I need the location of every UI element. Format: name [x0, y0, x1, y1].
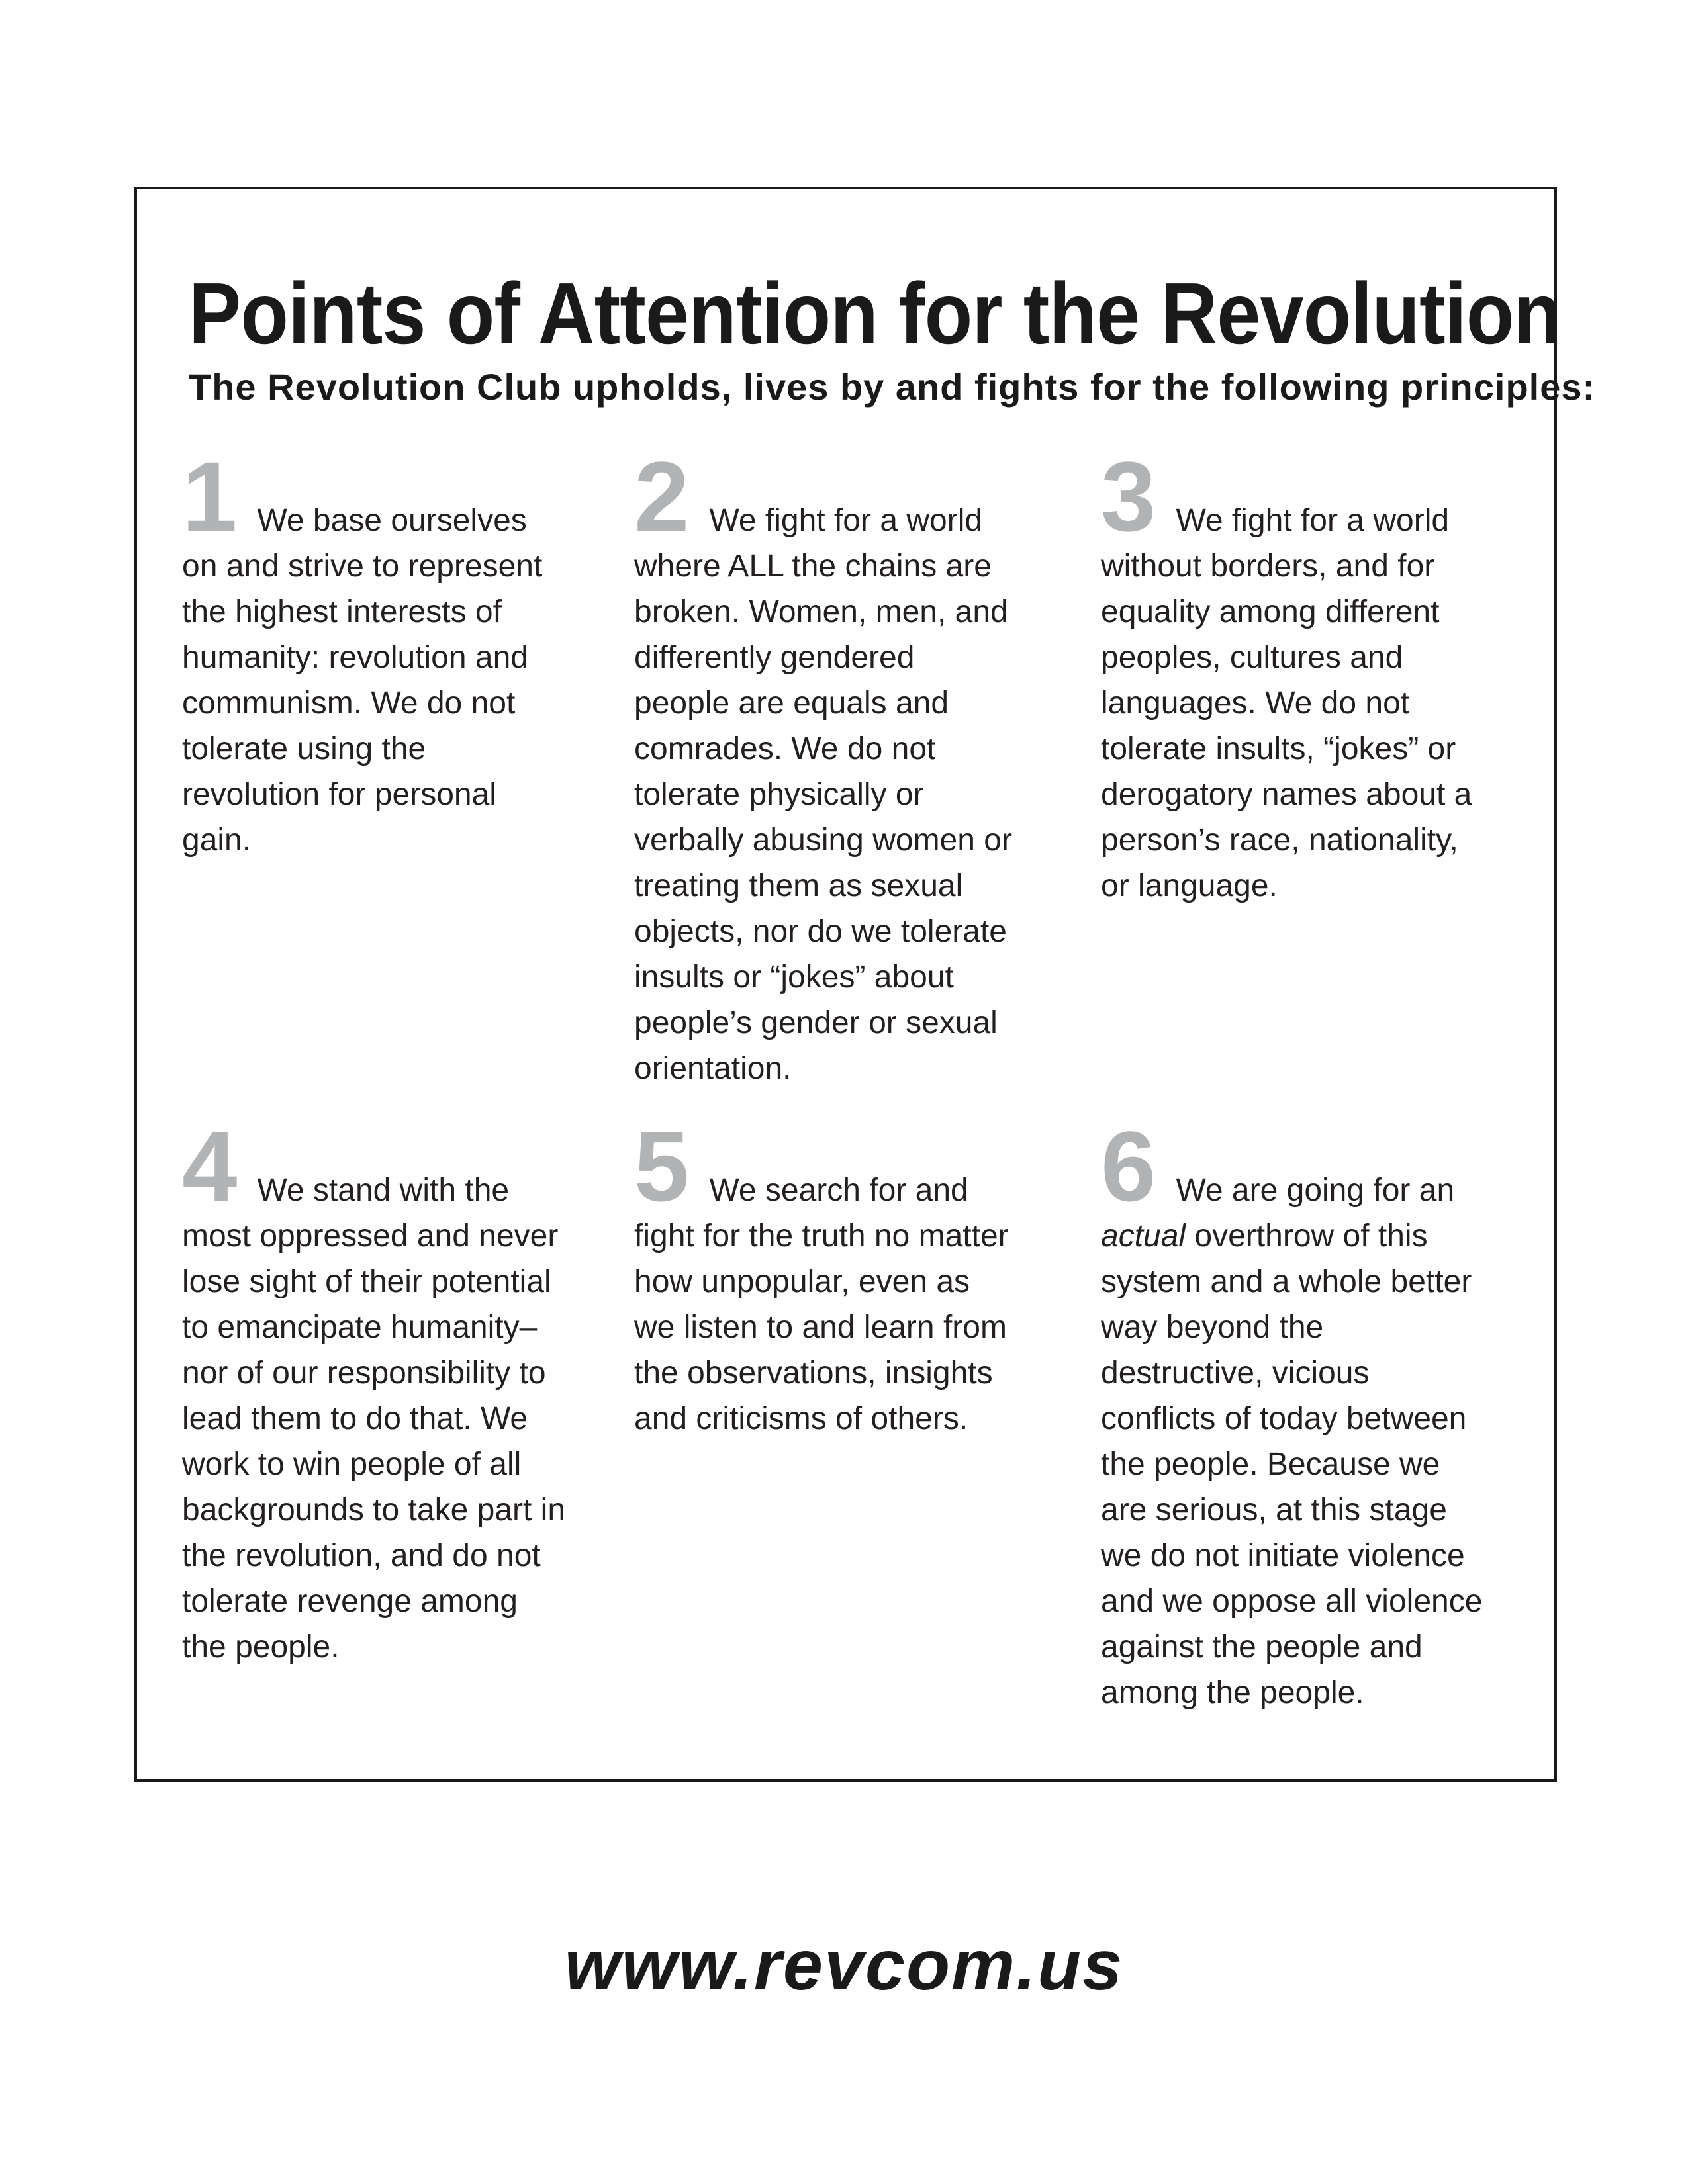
point-3-number: 3: [1101, 441, 1156, 552]
point-4-text: We stand with the most oppressed and never lose sight of their potential to emancipate humanity–nor of our responsibility to lead them to do that. We work to win people of all backgrounds to take part in the revolution, and do not tolerate revenge among the people.: [182, 1173, 566, 1664]
point-1-text: We base ourselves on and strive to represent the highest interests of humanity: revolution and communism. We do not tolerate using the revolution for personal gain.: [182, 503, 543, 858]
page-title: Points of Attention for the Revolution: [189, 265, 1562, 363]
point-3: [1101, 441, 1485, 909]
point-6-text-end: overthrow of this system and a whole better way beyond the destructive, vicious conflicts of today between the people. Because we are serious, at this stage we do not initiate violence and we oppose all violence against the people and among the people.: [1101, 1218, 1483, 1710]
point-6-text: [1101, 1173, 1482, 1710]
point-6: [1101, 1111, 1485, 1715]
point-2: [634, 441, 1018, 1091]
point-4: [182, 1111, 566, 1670]
point-6-italic-word: actual: [1101, 1218, 1186, 1253]
point-2-number: 2: [634, 441, 690, 552]
point-1: [182, 441, 566, 863]
point-6-text-start: We are going for an: [1176, 1173, 1455, 1208]
website-url: www.revcom.us: [564, 1925, 1124, 2005]
point-5: [634, 1111, 1018, 1441]
point-5-text: We search for and fight for the truth no matter how unpopular, even as we listen to and learn from the observations, insights and criticisms of others.: [634, 1173, 1009, 1436]
page-subtitle: The Revolution Club upholds, lives by and fights for the following principles:: [189, 366, 1596, 408]
point-6-number: 6: [1101, 1111, 1156, 1222]
point-2-text: We fight for a world where ALL the chains are broken. Women, men, and differently gendered people are equals and comrades. We do not tolerate physically or verbally abusing women or treating them as sexual objects, nor do we tolerate insults or “jokes” about people’s gender or sexual orientation.: [634, 503, 1012, 1086]
border-frame: [134, 187, 1596, 1782]
point-5-number: 5: [634, 1111, 690, 1222]
point-3-text: We fight for a world without borders, and for equality among different peoples, cultures and languages. We do not tolerate insults, “jokes” or derogatory names about a person’s race, nationality, or language.: [1101, 503, 1472, 903]
point-1-number: 1: [182, 441, 238, 552]
point-4-number: 4: [182, 1111, 238, 1222]
